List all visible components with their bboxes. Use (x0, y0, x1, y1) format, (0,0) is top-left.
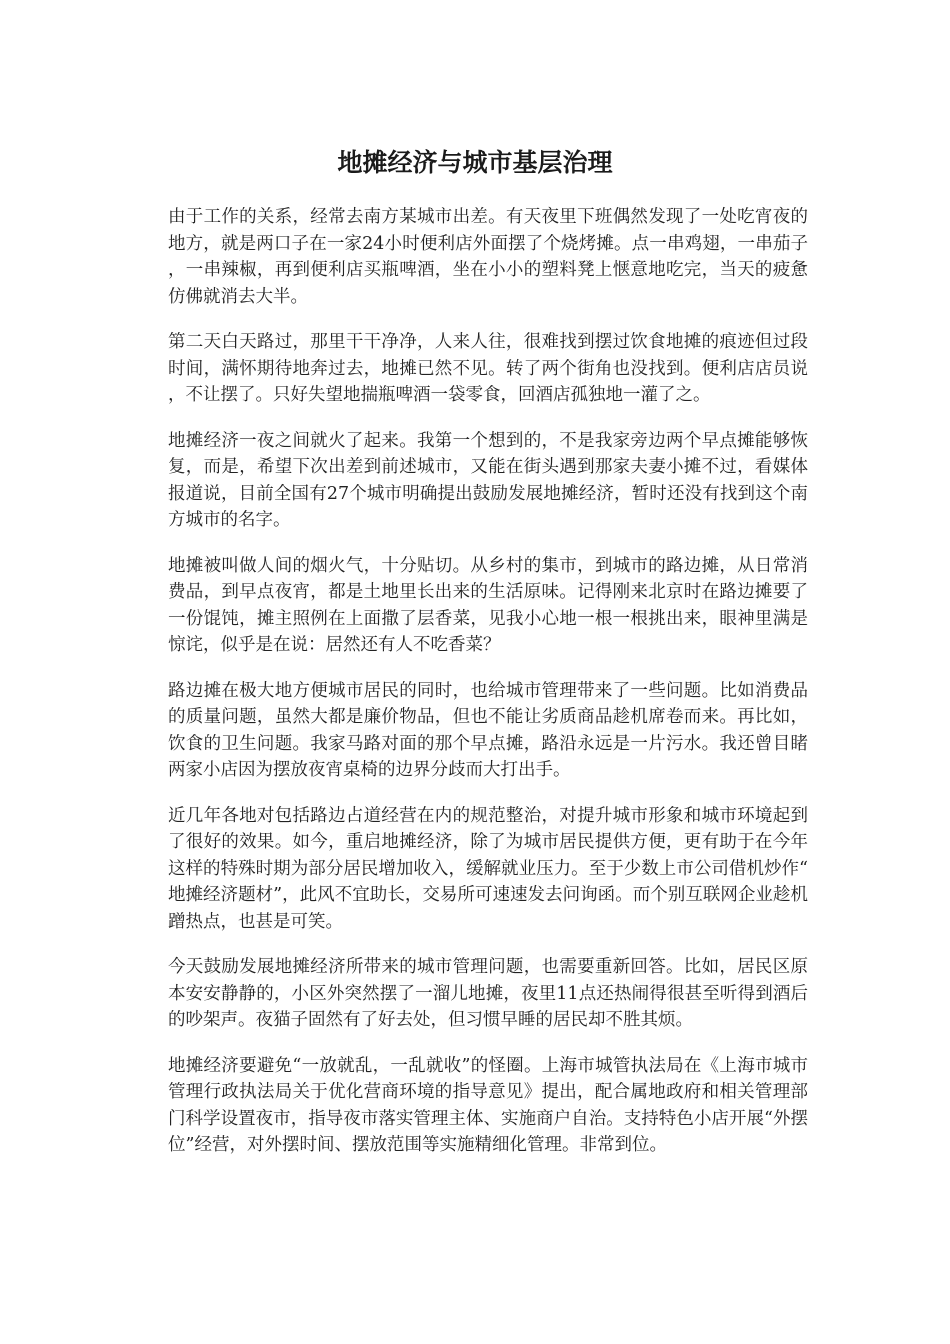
document-title: 地摊经济与城市基层治理 (337, 148, 613, 177)
paragraph: 地摊经济要避免“一放就乱，一乱就收”的怪圈。上海市城管执法局在《上海市城市管理行政执法局关于优化营商环境的指导意见》提出，配合属地政府和相关管理部门科学设置夜市，指导夜市落实管理主体、实施商户自治。支持特色小店开展“外摆位”经营，对外摆时间、摆放范围等实施精细化管理。非常到位。 (168, 1055, 808, 1155)
paragraph: 地摊被叫做人间的烟火气，十分贴切。从乡村的集市，到城市的路边摊，从日常消费品，到早点夜宵，都是土地里长出来的生活原味。记得刚来北京时在路边摊要了一份馄饨，摊主照例在上面撒了层香菜，见我小心地一根一根挑出来，眼神里满是惊诧，似乎是在说：居然还有人不吃香菜？ (168, 555, 808, 655)
paragraph: 地摊经济一夜之间就火了起来。我第一个想到的，不是我家旁边两个早点摊能够恢复，而是，希望下次出差到前述城市，又能在街头遇到那家夫妻小摊不过，看媒体报道说，目前全国有27个城市明确提出鼓励发展地摊经济，暂时还没有找到这个南方城市的名字。 (168, 430, 808, 530)
paragraph: 路边摊在极大地方便城市居民的同时，也给城市管理带来了一些问题。比如消费品的质量问题，虽然大都是廉价物品，但也不能让劣质商品趁机席卷而来。再比如，饮食的卫生问题。我家马路对面的那个早点摊，路沿永远是一片污水。我还曾目睹两家小店因为摆放夜宵桌椅的边界分歧而大打出手。 (168, 680, 808, 780)
paragraph: 近几年各地对包括路边占道经营在内的规范整治，对提升城市形象和城市环境起到了很好的效果。如今，重启地摊经济，除了为城市居民提供方便，更有助于在今年这样的特殊时期为部分居民增加收入，缓解就业压力。至于少数上市公司借机炒作“地摊经济题材”，此风不宜助长，交易所可速速发去问询函。而个别互联网企业趁机蹭热点，也甚是可笑。 (168, 805, 808, 932)
paragraph: 第二天白天路过，那里干干净净，人来人往，很难找到摆过饮食地摊的痕迹但过段时间，满怀期待地奔过去，地摊已然不见。转了两个街角也没找到。便利店店员说，不让摆了。只好失望地揣瓶啤酒一袋零食，回酒店孤独地一灌了之。 (168, 332, 808, 405)
paragraph: 今天鼓励发展地摊经济所带来的城市管理问题，也需要重新回答。比如，居民区原本安安静静的，小区外突然摆了一溜儿地摊，夜里11点还热闹得很甚至听得到酒后的吵架声。夜猫子固然有了好去处，但习惯早睡的居民却不胜其烦。 (168, 957, 808, 1030)
paragraph: 由于工作的关系，经常去南方某城市出差。有天夜里下班偶然发现了一处吃宵夜的地方，就是两口子在一家24小时便利店外面摆了个烧烤摊。点一串鸡翅，一串茄子，一串辣椒，再到便利店买瓶啤酒，坐在小小的塑料凳上惬意地吃完，当天的疲惫仿佛就消去大半。 (168, 207, 808, 307)
document-body (168, 204, 808, 1178)
